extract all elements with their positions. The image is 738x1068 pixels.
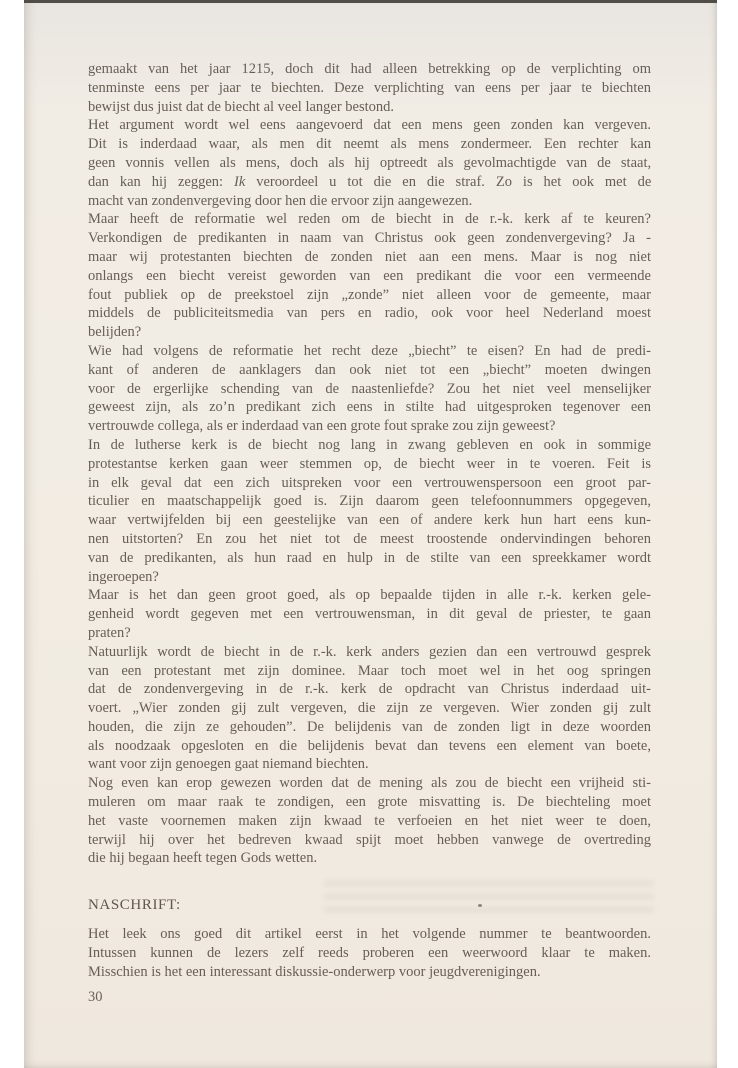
text-line: want voor zijn genoegen gaat niemand biechten. [88, 756, 369, 773]
text-line: dat de zondenvergeving in de r.-k. kerk de opdracht van Christus inderdaad uit- [88, 681, 651, 698]
text-line: ticulier en maatschappelijk goed is. Zijn daarom geen telefoonnummers opgegeven, [88, 493, 651, 510]
text-line: praten? [88, 624, 131, 641]
text-line: Dit is inderdaad waar, als men dit neemt als mens zondermeer. Een rechter kan [88, 136, 652, 153]
text-line: Misschien is het een interessant diskussie-onderwerp voor jeugdverenigingen. [88, 963, 541, 980]
text-line: Natuurlijk wordt de biecht in de r.-k. kerk anders gezien dan een vertrouwd gesprek [88, 643, 651, 660]
paragraph [88, 436, 651, 586]
text-line: tenminste eens per jaar te biechten. Deze verplichting van eens per jaar te biechten [88, 79, 651, 96]
naschrift-paragraph [88, 925, 651, 981]
text-line: dan kan hij zeggen: Ik veroordeel u tot die en die straf. Zo is het ook met de [88, 173, 652, 190]
text-block [88, 60, 651, 1007]
naschrift-heading: NASCHRIFT: [88, 897, 181, 914]
text-line: Nog even kan erop gewezen worden dat de mening als zou de biecht een vrijheid sti- [88, 775, 651, 792]
text-line: in elk geval dat een zich uitspreken voor een vertrouwenspersoon een groot par- [88, 474, 651, 491]
paragraph [88, 116, 651, 210]
text-line: Wie had volgens de reformatie het recht deze „biecht” te eisen? En had de predi- [88, 342, 651, 359]
text-line: bewijst dus juist dat de biecht al veel langer bestond. [88, 98, 395, 115]
text-line: geen vonnis vellen als mens, doch als hij optreedt als gevolmachtigde van de staat, [88, 154, 652, 171]
text-line: voert. „Wier zonden gij zult vergeven, die zijn ze vergeven. Wier zonden gij zult [88, 700, 651, 717]
paragraph [88, 925, 651, 981]
text-line: macht van zondenvergeving door hen die ervoor zijn aangewezen. [88, 192, 473, 209]
text-line: Maar heeft de reformatie wel reden om de biecht in de r.-k. kerk af te keuren? [88, 211, 651, 228]
text-line: geweest zijn, als zo’n predikant zich eens in stilte had uitgesproken tegenover een [88, 399, 651, 416]
text-line: fout publiek op de preekstoel zijn „zonde” niet alleen voor de gemeente, maar [88, 286, 651, 303]
text-line: waar vertwijfelden bij een geestelijke van een of andere kerk hun hart eens kun- [88, 512, 651, 529]
text-line: middels de publiciteitsmedia van pers en radio, ook voor heel Nederland moest [88, 305, 651, 322]
body-paragraphs [88, 60, 651, 868]
text-line: als noodzaak opgesloten en die belijdenis bevat dan tevens een element van boete, [88, 737, 651, 754]
text-line: die hij begaan heeft tegen Gods wetten. [88, 850, 318, 867]
paragraph [88, 210, 651, 342]
paragraph [88, 586, 651, 642]
text-line: Het leek ons goed dit artikel eerst in het volgende nummer te beantwoorden. [88, 926, 651, 943]
text-line: terwijl hij over het bedreven kwaad spijt moet hebben vanwege de overtreding [88, 831, 651, 848]
text-line: vertrouwde collega, als er inderdaad van een grote fout sprake zou zijn geweest? [88, 418, 556, 435]
text-line: genheid wordt gegeven met een vertrouwensman, in dit geval de priester, te gaan [88, 606, 651, 623]
text-line: Maar is het dan geen groot goed, als op bepaalde tijden in alle r.-k. kerken gele- [88, 587, 651, 604]
paragraph [88, 342, 651, 436]
text-line: kant of anderen de aanklagers dan ook niet tot een „biecht” moeten dwingen [88, 361, 651, 378]
text-line: onlangs een biecht vereist geworden van een predikant die voor een vermeende [88, 267, 651, 284]
text-line: belijden? [88, 324, 142, 341]
text-line: Intussen kunnen de lezers zelf reeds proberen een weerwoord klaar te maken. [88, 944, 651, 961]
page-top-edge [24, 0, 717, 3]
paragraph [88, 774, 651, 868]
page-number: 30 [88, 989, 103, 1006]
text-line: maar wij protestanten biechten de zonden niet aan een mens. Maar is nog niet [88, 248, 651, 265]
book-page [24, 0, 717, 1068]
paragraph [88, 643, 651, 775]
text-line: Het argument wordt wel eens aangevoerd dat een mens geen zonden kan vergeven. [88, 117, 652, 134]
text-line: houden, die zijn ze gehouden”. De belijdenis van de zonden ligt in deze woorden [88, 718, 651, 735]
text-line: In de lutherse kerk is de biecht nog lang in zwang gebleven en ook in sommige [88, 436, 651, 453]
text-line: Verkondigen de predikanten in naam van Christus ook geen zondenvergeving? Ja - [88, 230, 651, 247]
text-line: voor de ergerlijke schending van de naastenliefde? Zou het niet veel menselijker [88, 380, 651, 397]
text-line: van een protestant met zijn dominee. Maar toch moet wel in het oog springen [88, 662, 651, 679]
text-line: van de predikanten, als hun raad en hulp in de stilte van een spreekkamer wordt [88, 549, 651, 566]
text-line: gemaakt van het jaar 1215, doch dit had alleen betrekking op de verplichting om [88, 61, 651, 77]
text-line: nen uitstorten? En zou het niet tot de meest troostende ondervindingen behoren [88, 530, 651, 547]
paragraph [88, 60, 651, 116]
text-line: muleren om maar raak te zondigen, een grote misvatting is. De biechteling moet [88, 794, 651, 811]
text-line: protestantse kerken gaan weer stemmen op, de biecht weer in te voeren. Feit is [88, 455, 651, 472]
text-line: het vaste voornemen maken zijn kwaad te verfoeien en het niet weer te doen, [88, 812, 651, 829]
text-line: ingeroepen? [88, 568, 159, 585]
